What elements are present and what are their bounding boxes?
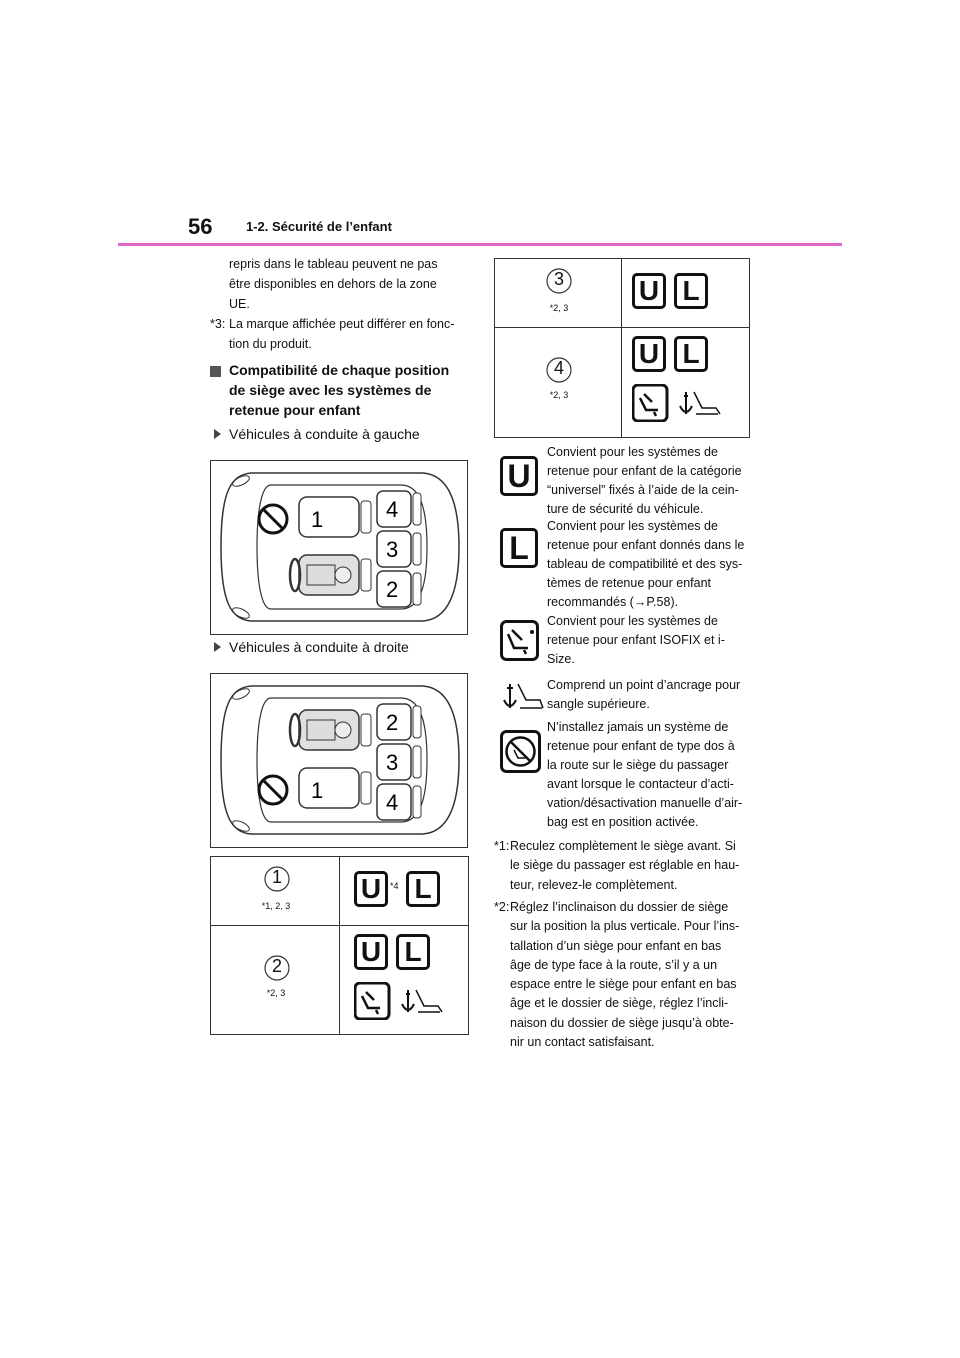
legend-isofix-icon (500, 620, 540, 662)
rhd-seat-diagram (210, 673, 468, 848)
heading-bullet (210, 363, 227, 381)
heading-line: retenue pour enfant (229, 402, 361, 418)
table-row-seat-1-label (210, 856, 340, 926)
seat-label-4: 4 (386, 790, 399, 815)
u-icon: U (354, 871, 388, 907)
seat-note: *2, 3 (549, 390, 569, 400)
isofix-and-tether-icons (354, 982, 444, 1020)
rhd-label: Véhicules à conduite à droite (214, 639, 409, 655)
legend-l-text: Convient pour les systèmes de retenue pour enfant donnés dans le tableau de compatibilité et des sys- tèmes de retenue pour enfant recommandés (→P.58). (547, 519, 745, 609)
table-row-seat-4-icons (621, 327, 750, 438)
footnote-ref: *4 (390, 881, 399, 891)
header-rule (118, 243, 842, 246)
isofix-and-tether-icons (632, 384, 722, 422)
footnote-1-mark: *1: (494, 839, 510, 853)
l-icon: L (396, 934, 430, 970)
seat-label-4: 4 (386, 497, 399, 522)
table-row-seat-1-icons (339, 856, 469, 926)
legend-u-text: Convient pour les systèmes de retenue pour enfant de la catégorie “universel” fixés à l’aide de la cein- ture de sécurité du véhicule. (547, 445, 742, 516)
table-row-seat-3-icons (621, 258, 750, 328)
legend-isofix-text: Convient pour les systèmes de retenue pour enfant ISOFIX et i- Size. (547, 614, 725, 666)
page-number: 56 (188, 214, 213, 239)
seat-label-1: 1 (311, 507, 324, 532)
l-icon: L (674, 273, 708, 309)
legend-no-rear-facing-icon (500, 730, 542, 774)
seat-number: 4 (553, 358, 564, 378)
l-icon: L (406, 871, 440, 907)
legend-u-icon: U (500, 456, 538, 496)
continued-text (229, 254, 437, 314)
u-icon: U (632, 336, 666, 372)
legend-tether-anchor-icon (500, 678, 544, 716)
note-3 (229, 314, 454, 354)
footnote-1: Reculez complètement le siège avant. Si le siège du passager est réglable en hau- teur, relevez-le complètement. (510, 839, 740, 892)
compat-table-left (210, 856, 469, 1035)
seat-label-2: 2 (386, 710, 399, 735)
heading-line: de siège avec les systèmes de (229, 382, 432, 398)
seat-label-2: 2 (386, 577, 399, 602)
seat-label-3: 3 (386, 750, 399, 775)
seat-label-3: 3 (386, 537, 399, 562)
seat-number: 2 (271, 956, 282, 976)
seat-note: *2, 3 (549, 303, 569, 313)
compat-table-right (494, 258, 750, 438)
table-row-seat-4-label (494, 327, 622, 438)
lhd-label: Véhicules à conduite à gauche (214, 426, 420, 442)
seat-note: *1, 2, 3 (261, 901, 291, 911)
section-title: 1-2. Sécurité de l’enfant (246, 219, 392, 234)
table-row-seat-3-label (494, 258, 622, 328)
legend-no-rear-text: N’installez jamais un système de retenue pour enfant de type dos à la route sur le siège du passager avant lorsque le contacteur d’acti- vation/désactivation manuelle d’air- bag est en position activée. (547, 720, 743, 829)
legend-l-icon: L (500, 528, 538, 568)
footnote-2: Réglez l’inclinaison du dossier de siège sur la position la plus verticale. Pour l’ins- tallation d’un siège pour enfant en bas âge de type face à la route, s’il y a un espace entre le siège pour enfant en bas âge et le dossier de siège, réglez l’incli- naison du dossier de siège jusqu’à obte- nir un contact satisfaisant. (510, 900, 740, 1050)
u-icon: U (354, 934, 388, 970)
section-heading (229, 360, 449, 420)
seat-label-1: 1 (311, 778, 324, 803)
text-line: UE. (229, 297, 250, 311)
legend-tether-text: Comprend un point d’ancrage pour sangle supérieure. (547, 678, 741, 711)
text-line: repris dans le tableau peuvent ne pas (229, 257, 438, 271)
triangle-bullet-icon (214, 429, 221, 439)
l-icon: L (674, 336, 708, 372)
seat-note: *2, 3 (266, 988, 286, 998)
note-3-mark: *3: (210, 317, 226, 331)
text-line: tion du produit. (229, 337, 312, 351)
heading-line: Compatibilité de chaque position (229, 362, 450, 378)
text-line: La marque affichée peut différer en fonc- (229, 317, 455, 331)
seat-number: 1 (271, 867, 282, 887)
table-row-seat-2-icons (339, 925, 469, 1035)
lhd-seat-diagram (210, 460, 468, 635)
u-icon: U (632, 273, 666, 309)
text-line: être disponibles en dehors de la zone (229, 277, 437, 291)
seat-number: 3 (553, 269, 564, 289)
triangle-bullet-icon (214, 642, 221, 652)
footnote-2-mark: *2: (494, 900, 510, 914)
table-row-seat-2-label (210, 925, 340, 1035)
